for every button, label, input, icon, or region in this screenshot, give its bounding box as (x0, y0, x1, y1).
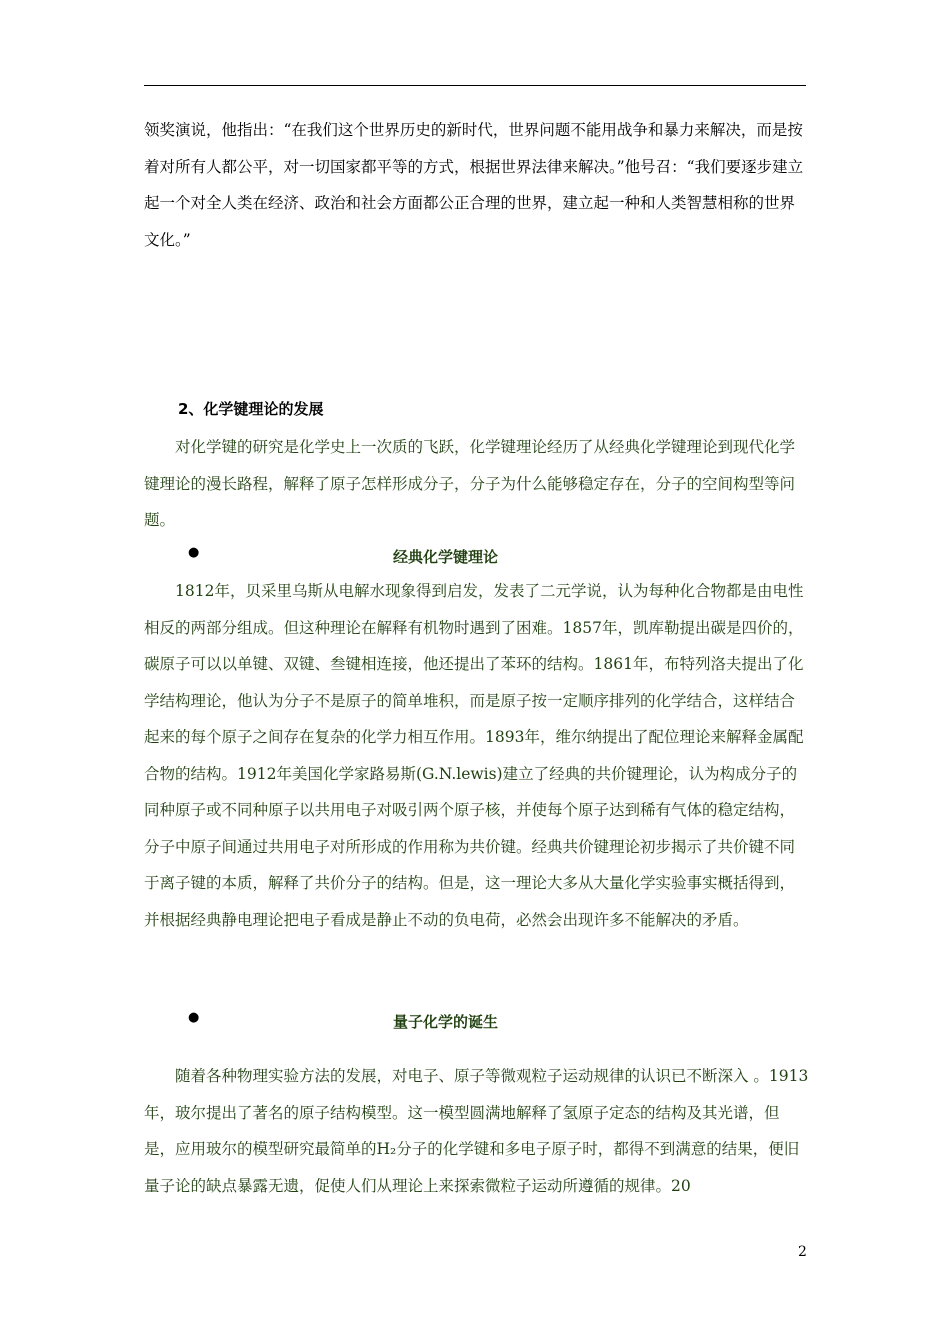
header-rule (144, 85, 806, 86)
bullet-icon: ● (188, 545, 200, 560)
paragraph-nobel-speech: 领奖演说，他指出：“在我们这个世界历史的新时代，世界问题不能用战争和暴力来解决，而是按着对所有人都公平，对一切国家都平等的方式，根据世界法律来解决。”他号召：“我们要逐步建立起一个对全人类在经济、政治和社会方面都公正合理的世界，建立起一种和人类智慧相称的世界文化。” (144, 121, 804, 249)
section-heading: 2、化学键理论的发展 (178, 400, 324, 418)
subheading-title: 经典化学键理论 (393, 548, 499, 566)
paragraph-classical-theory: 1812年，贝采里乌斯从电解水现象得到启发，发表了二元学说，认为每种化合物都是由电性相反的两部分组成。但这种理论在解释有机物时遇到了困难。1857年，凯库勒提出碳是四价的，碳原子可以以单键、双键、叁键相连接，他还提出了苯环的结构。1861年，布特列洛夫提出了化学结构理论，他认为分子不是原子的简单堆积，而是原子按一定顺序排列的化学结合，这样结合起来的每个原子之间存在复杂的化学力相互作用。1893年，维尔纳提出了配位理论来解释金属配合物的结构。1912年美国化学家路易斯(G.N.lewis)建立了经典的共价键理论，认为构成分子的同种原子或不同种原子以共用电子对吸引两个原子核，并使每个原子达到稀有气体的稳定结构，分子中原子间通过共用电子对所形成的作用称为共价键。经典共价键理论初步揭示了共价键不同于离子键的本质，解释了共价分子的结构。但是，这一理论大多从大量化学实验事实概括得到，并根据经典静电理论把电子看成是静止不动的负电荷，必然会出现许多不能解决的矛盾。 (144, 582, 804, 929)
paragraph-chemical-bond-intro: 对化学键的研究是化学史上一次质的飞跃，化学键理论经历了从经典化学键理论到现代化学键理论的漫长路程，解释了原子怎样形成分子，分子为什么能够稳定存在，分子的空间构型等问题。 (144, 438, 796, 529)
subheading-title: 量子化学的诞生 (393, 1013, 499, 1031)
paragraph-quantum-chemistry: 随着各种物理实验方法的发展，对电子、原子等微观粒子运动规律的认识已不断深入 。1913年，玻尔提出了著名的原子结构模型。这一模型圆满地解释了氢原子定态的结构及其光谱，但是，应用玻尔的模型研究最简单的H₂分子的化学键和多电子原子时，都得不到满意的结果，便旧量子论的缺点暴露无遗，促使人们从理论上来探索微粒子运动所遵循的规律。20 (144, 1067, 809, 1195)
bullet-icon: ● (188, 1010, 200, 1025)
page-number: 2 (798, 1244, 807, 1260)
